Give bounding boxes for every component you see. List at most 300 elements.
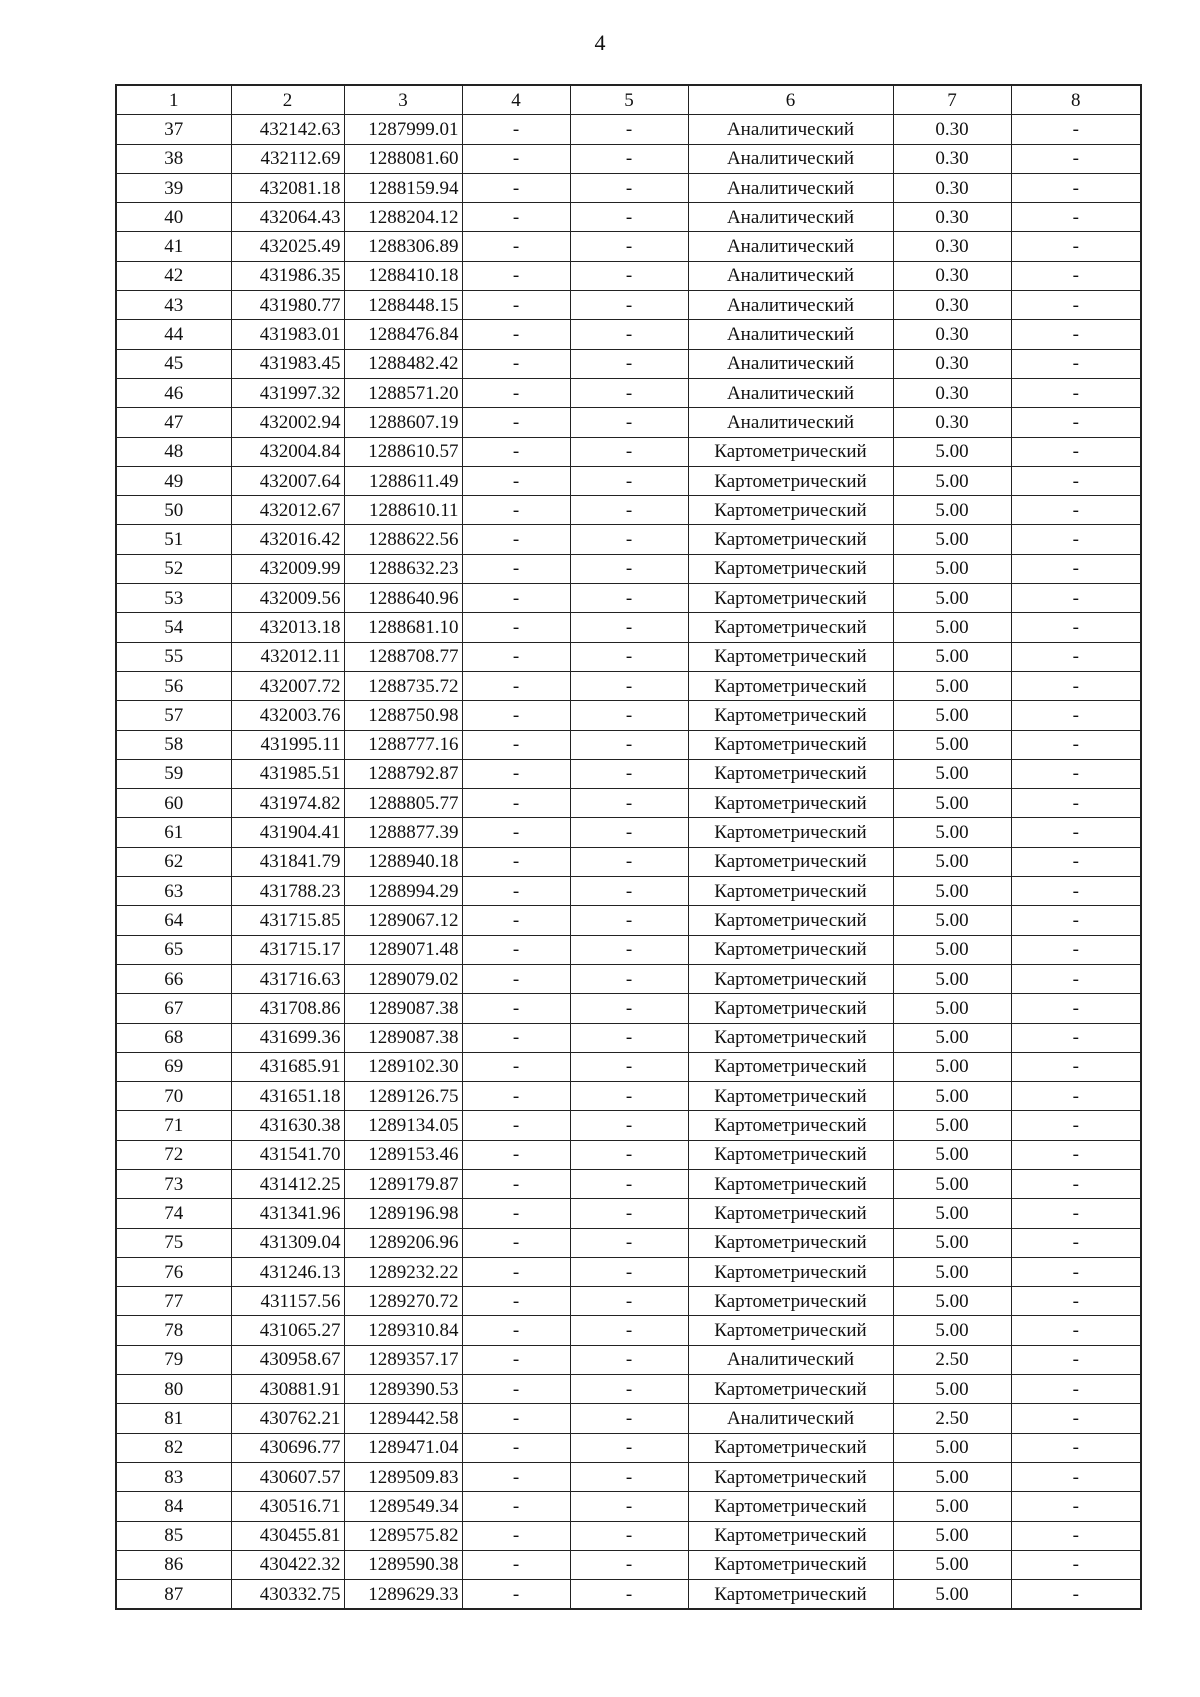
column-8-value: - (1011, 349, 1141, 378)
accuracy: 5.00 (893, 671, 1011, 700)
column-4-value: - (462, 1023, 570, 1052)
point-number: 62 (116, 847, 231, 876)
coordinate-y: 1289126.75 (344, 1082, 462, 1111)
coordinate-x: 432081.18 (231, 173, 344, 202)
table-row (116, 1580, 1141, 1610)
point-number: 47 (116, 408, 231, 437)
table-row (116, 115, 1141, 144)
column-5-value: - (570, 115, 688, 144)
point-number: 41 (116, 232, 231, 261)
column-4-value: - (462, 1199, 570, 1228)
coordinate-y: 1289509.83 (344, 1462, 462, 1491)
point-number: 46 (116, 378, 231, 407)
coordinate-x: 431341.96 (231, 1199, 344, 1228)
point-number: 59 (116, 759, 231, 788)
column-8-value: - (1011, 1521, 1141, 1550)
accuracy: 5.00 (893, 906, 1011, 935)
column-4-value: - (462, 1433, 570, 1462)
accuracy: 5.00 (893, 1287, 1011, 1316)
method: Картометрический (688, 1550, 893, 1579)
method: Картометрический (688, 1287, 893, 1316)
accuracy: 5.00 (893, 759, 1011, 788)
coordinate-x: 431983.45 (231, 349, 344, 378)
table-row (116, 759, 1141, 788)
column-5-value: - (570, 1052, 688, 1081)
accuracy: 5.00 (893, 789, 1011, 818)
column-5-value: - (570, 1404, 688, 1433)
accuracy: 5.00 (893, 1316, 1011, 1345)
column-header: 6 (688, 85, 893, 115)
point-number: 75 (116, 1228, 231, 1257)
column-5-value: - (570, 818, 688, 847)
table-body (116, 115, 1141, 1610)
coordinate-y: 1289549.34 (344, 1492, 462, 1521)
coordinate-x: 431995.11 (231, 730, 344, 759)
method: Картометрический (688, 1462, 893, 1491)
coordinate-x: 430881.91 (231, 1375, 344, 1404)
coordinate-x: 430607.57 (231, 1462, 344, 1491)
table-row (116, 1257, 1141, 1286)
point-number: 81 (116, 1404, 231, 1433)
table-row (116, 1082, 1141, 1111)
table-row (116, 730, 1141, 759)
column-4-value: - (462, 408, 570, 437)
column-4-value: - (462, 847, 570, 876)
table-row (116, 847, 1141, 876)
column-5-value: - (570, 847, 688, 876)
coordinate-y: 1289442.58 (344, 1404, 462, 1433)
accuracy: 5.00 (893, 525, 1011, 554)
method: Аналитический (688, 232, 893, 261)
point-number: 76 (116, 1257, 231, 1286)
method: Картометрический (688, 525, 893, 554)
column-8-value: - (1011, 1111, 1141, 1140)
column-5-value: - (570, 1521, 688, 1550)
method: Аналитический (688, 320, 893, 349)
column-8-value: - (1011, 994, 1141, 1023)
accuracy: 5.00 (893, 818, 1011, 847)
coordinate-x: 431980.77 (231, 291, 344, 320)
column-4-value: - (462, 789, 570, 818)
coordinate-x: 432012.11 (231, 642, 344, 671)
column-8-value: - (1011, 173, 1141, 202)
table-row (116, 1521, 1141, 1550)
column-8-value: - (1011, 701, 1141, 730)
accuracy: 0.30 (893, 291, 1011, 320)
point-number: 77 (116, 1287, 231, 1316)
point-number: 84 (116, 1492, 231, 1521)
column-4-value: - (462, 261, 570, 290)
column-4-value: - (462, 1462, 570, 1491)
coordinate-y: 1288571.20 (344, 378, 462, 407)
point-number: 49 (116, 466, 231, 495)
column-8-value: - (1011, 847, 1141, 876)
coordinate-y: 1288994.29 (344, 877, 462, 906)
column-5-value: - (570, 173, 688, 202)
column-5-value: - (570, 1228, 688, 1257)
column-5-value: - (570, 877, 688, 906)
table-row (116, 466, 1141, 495)
accuracy: 5.00 (893, 1433, 1011, 1462)
column-8-value: - (1011, 496, 1141, 525)
column-8-value: - (1011, 789, 1141, 818)
point-number: 71 (116, 1111, 231, 1140)
table-row (116, 378, 1141, 407)
column-5-value: - (570, 408, 688, 437)
method: Аналитический (688, 408, 893, 437)
table-row (116, 1375, 1141, 1404)
coordinate-y: 1289590.38 (344, 1550, 462, 1579)
method: Аналитический (688, 1345, 893, 1374)
table-row (116, 320, 1141, 349)
column-8-value: - (1011, 320, 1141, 349)
table-row (116, 1404, 1141, 1433)
coordinate-y: 1288306.89 (344, 232, 462, 261)
method: Картометрический (688, 1052, 893, 1081)
column-4-value: - (462, 1169, 570, 1198)
coordinate-y: 1289196.98 (344, 1199, 462, 1228)
column-5-value: - (570, 1462, 688, 1491)
method: Картометрический (688, 1023, 893, 1052)
point-number: 67 (116, 994, 231, 1023)
column-4-value: - (462, 496, 570, 525)
coordinate-x: 431788.23 (231, 877, 344, 906)
method: Картометрический (688, 1580, 893, 1610)
table-row (116, 1111, 1141, 1140)
table-row (116, 1140, 1141, 1169)
coordinate-x: 432025.49 (231, 232, 344, 261)
accuracy: 0.30 (893, 261, 1011, 290)
column-8-value: - (1011, 1140, 1141, 1169)
accuracy: 5.00 (893, 701, 1011, 730)
point-number: 56 (116, 671, 231, 700)
table-row (116, 144, 1141, 173)
column-4-value: - (462, 1521, 570, 1550)
method: Картометрический (688, 964, 893, 993)
table-row (116, 642, 1141, 671)
coordinate-y: 1289134.05 (344, 1111, 462, 1140)
coordinate-y: 1288159.94 (344, 173, 462, 202)
coordinate-x: 431065.27 (231, 1316, 344, 1345)
table-row (116, 789, 1141, 818)
point-number: 68 (116, 1023, 231, 1052)
column-4-value: - (462, 1257, 570, 1286)
point-number: 39 (116, 173, 231, 202)
column-8-value: - (1011, 584, 1141, 613)
method: Картометрический (688, 847, 893, 876)
column-8-value: - (1011, 1345, 1141, 1374)
accuracy: 5.00 (893, 1023, 1011, 1052)
coordinate-x: 431715.17 (231, 935, 344, 964)
coordinate-x: 432016.42 (231, 525, 344, 554)
method: Аналитический (688, 1404, 893, 1433)
coordinate-x: 431246.13 (231, 1257, 344, 1286)
accuracy: 0.30 (893, 203, 1011, 232)
method: Картометрический (688, 1228, 893, 1257)
accuracy: 5.00 (893, 1580, 1011, 1610)
point-number: 61 (116, 818, 231, 847)
table-row (116, 671, 1141, 700)
column-8-value: - (1011, 642, 1141, 671)
column-8-value: - (1011, 554, 1141, 583)
column-5-value: - (570, 1169, 688, 1198)
coordinate-x: 431986.35 (231, 261, 344, 290)
coordinate-y: 1289270.72 (344, 1287, 462, 1316)
column-5-value: - (570, 584, 688, 613)
column-5-value: - (570, 320, 688, 349)
column-4-value: - (462, 818, 570, 847)
column-4-value: - (462, 642, 570, 671)
coordinate-x: 431708.86 (231, 994, 344, 1023)
accuracy: 5.00 (893, 642, 1011, 671)
coordinate-y: 1289067.12 (344, 906, 462, 935)
table-row (116, 994, 1141, 1023)
column-4-value: - (462, 466, 570, 495)
coordinate-x: 432004.84 (231, 437, 344, 466)
method: Картометрический (688, 1082, 893, 1111)
table-row (116, 203, 1141, 232)
column-5-value: - (570, 1023, 688, 1052)
method: Картометрический (688, 1316, 893, 1345)
accuracy: 0.30 (893, 115, 1011, 144)
accuracy: 5.00 (893, 964, 1011, 993)
column-5-value: - (570, 291, 688, 320)
column-4-value: - (462, 935, 570, 964)
column-8-value: - (1011, 408, 1141, 437)
table-header-row (116, 85, 1141, 115)
accuracy: 0.30 (893, 144, 1011, 173)
column-8-value: - (1011, 759, 1141, 788)
coordinate-y: 1289310.84 (344, 1316, 462, 1345)
point-number: 73 (116, 1169, 231, 1198)
column-5-value: - (570, 144, 688, 173)
column-4-value: - (462, 203, 570, 232)
method: Картометрический (688, 730, 893, 759)
table-row (116, 525, 1141, 554)
column-5-value: - (570, 701, 688, 730)
point-number: 52 (116, 554, 231, 583)
method: Картометрический (688, 789, 893, 818)
point-number: 43 (116, 291, 231, 320)
column-4-value: - (462, 320, 570, 349)
method: Аналитический (688, 261, 893, 290)
column-8-value: - (1011, 1228, 1141, 1257)
method: Картометрический (688, 671, 893, 700)
column-5-value: - (570, 437, 688, 466)
coordinate-x: 431904.41 (231, 818, 344, 847)
table-row (116, 1199, 1141, 1228)
coordinate-y: 1288750.98 (344, 701, 462, 730)
method: Аналитический (688, 115, 893, 144)
column-4-value: - (462, 232, 570, 261)
column-8-value: - (1011, 1257, 1141, 1286)
method: Картометрический (688, 1111, 893, 1140)
accuracy: 5.00 (893, 584, 1011, 613)
point-number: 54 (116, 613, 231, 642)
table-row (116, 1316, 1141, 1345)
method: Аналитический (688, 144, 893, 173)
point-number: 42 (116, 261, 231, 290)
column-8-value: - (1011, 291, 1141, 320)
column-5-value: - (570, 906, 688, 935)
coordinate-y: 1289357.17 (344, 1345, 462, 1374)
column-8-value: - (1011, 906, 1141, 935)
column-8-value: - (1011, 730, 1141, 759)
column-4-value: - (462, 671, 570, 700)
column-5-value: - (570, 1580, 688, 1610)
column-8-value: - (1011, 1433, 1141, 1462)
column-8-value: - (1011, 1199, 1141, 1228)
coordinate-x: 432012.67 (231, 496, 344, 525)
method: Картометрический (688, 584, 893, 613)
method: Картометрический (688, 496, 893, 525)
accuracy: 5.00 (893, 1550, 1011, 1579)
point-number: 83 (116, 1462, 231, 1491)
method: Аналитический (688, 378, 893, 407)
coordinate-x: 431974.82 (231, 789, 344, 818)
column-5-value: - (570, 1345, 688, 1374)
column-4-value: - (462, 1345, 570, 1374)
coordinate-y: 1288081.60 (344, 144, 462, 173)
coordinate-x: 432013.18 (231, 613, 344, 642)
table-row (116, 964, 1141, 993)
point-number: 65 (116, 935, 231, 964)
point-number: 53 (116, 584, 231, 613)
point-number: 55 (116, 642, 231, 671)
column-4-value: - (462, 349, 570, 378)
method: Картометрический (688, 877, 893, 906)
page-number: 4 (594, 30, 606, 55)
coordinate-y: 1289153.46 (344, 1140, 462, 1169)
coordinate-x: 432112.69 (231, 144, 344, 173)
coordinate-y: 1288410.18 (344, 261, 462, 290)
method: Картометрический (688, 701, 893, 730)
table-row (116, 173, 1141, 202)
table-row (116, 613, 1141, 642)
table-row (116, 349, 1141, 378)
column-header: 2 (231, 85, 344, 115)
method: Аналитический (688, 203, 893, 232)
column-5-value: - (570, 203, 688, 232)
coordinate-x: 430762.21 (231, 1404, 344, 1433)
table-row (116, 1345, 1141, 1374)
accuracy: 5.00 (893, 1228, 1011, 1257)
coordinate-y: 1288607.19 (344, 408, 462, 437)
accuracy: 5.00 (893, 1111, 1011, 1140)
table-row (116, 1492, 1141, 1521)
column-4-value: - (462, 144, 570, 173)
column-4-value: - (462, 291, 570, 320)
table-row (116, 1169, 1141, 1198)
accuracy: 5.00 (893, 1140, 1011, 1169)
point-number: 60 (116, 789, 231, 818)
coordinate-x: 432009.99 (231, 554, 344, 583)
column-4-value: - (462, 1580, 570, 1610)
point-number: 51 (116, 525, 231, 554)
column-5-value: - (570, 554, 688, 583)
coordinate-x: 431841.79 (231, 847, 344, 876)
point-number: 37 (116, 115, 231, 144)
accuracy: 5.00 (893, 1521, 1011, 1550)
column-8-value: - (1011, 1462, 1141, 1491)
table-row (116, 935, 1141, 964)
accuracy: 0.30 (893, 378, 1011, 407)
accuracy: 5.00 (893, 496, 1011, 525)
column-8-value: - (1011, 1492, 1141, 1521)
column-5-value: - (570, 671, 688, 700)
accuracy: 5.00 (893, 1375, 1011, 1404)
coordinate-y: 1289575.82 (344, 1521, 462, 1550)
column-4-value: - (462, 1111, 570, 1140)
column-4-value: - (462, 759, 570, 788)
table-row (116, 1462, 1141, 1491)
column-5-value: - (570, 1257, 688, 1286)
accuracy: 5.00 (893, 1082, 1011, 1111)
coordinate-y: 1288805.77 (344, 789, 462, 818)
method: Картометрический (688, 1257, 893, 1286)
coordinate-y: 1288448.15 (344, 291, 462, 320)
point-number: 38 (116, 144, 231, 173)
column-header: 1 (116, 85, 231, 115)
coordinate-y: 1288940.18 (344, 847, 462, 876)
table-row (116, 906, 1141, 935)
coordinate-y: 1288877.39 (344, 818, 462, 847)
method: Аналитический (688, 291, 893, 320)
coordinate-x: 431157.56 (231, 1287, 344, 1316)
point-number: 85 (116, 1521, 231, 1550)
column-5-value: - (570, 935, 688, 964)
point-number: 66 (116, 964, 231, 993)
coordinate-y: 1289179.87 (344, 1169, 462, 1198)
column-4-value: - (462, 1550, 570, 1579)
table-row (116, 1023, 1141, 1052)
column-4-value: - (462, 173, 570, 202)
column-5-value: - (570, 642, 688, 671)
coordinate-y: 1289102.30 (344, 1052, 462, 1081)
column-5-value: - (570, 1082, 688, 1111)
coordinate-y: 1289232.22 (344, 1257, 462, 1286)
accuracy: 0.30 (893, 173, 1011, 202)
method: Картометрический (688, 1433, 893, 1462)
coordinate-x: 431997.32 (231, 378, 344, 407)
column-8-value: - (1011, 964, 1141, 993)
point-number: 79 (116, 1345, 231, 1374)
column-4-value: - (462, 730, 570, 759)
table-row (116, 408, 1141, 437)
coordinate-x: 432009.56 (231, 584, 344, 613)
accuracy: 5.00 (893, 877, 1011, 906)
table-row (116, 1228, 1141, 1257)
accuracy: 5.00 (893, 1052, 1011, 1081)
point-number: 86 (116, 1550, 231, 1579)
coordinate-y: 1288681.10 (344, 613, 462, 642)
method: Картометрический (688, 906, 893, 935)
column-8-value: - (1011, 261, 1141, 290)
column-8-value: - (1011, 1316, 1141, 1345)
table-row (116, 291, 1141, 320)
column-5-value: - (570, 964, 688, 993)
column-8-value: - (1011, 144, 1141, 173)
column-header: 8 (1011, 85, 1141, 115)
coordinate-x: 430422.32 (231, 1550, 344, 1579)
coordinate-y: 1288777.16 (344, 730, 462, 759)
column-4-value: - (462, 1287, 570, 1316)
method: Картометрический (688, 1140, 893, 1169)
coordinate-y: 1288622.56 (344, 525, 462, 554)
coordinate-y: 1289629.33 (344, 1580, 462, 1610)
column-8-value: - (1011, 1023, 1141, 1052)
accuracy: 5.00 (893, 994, 1011, 1023)
